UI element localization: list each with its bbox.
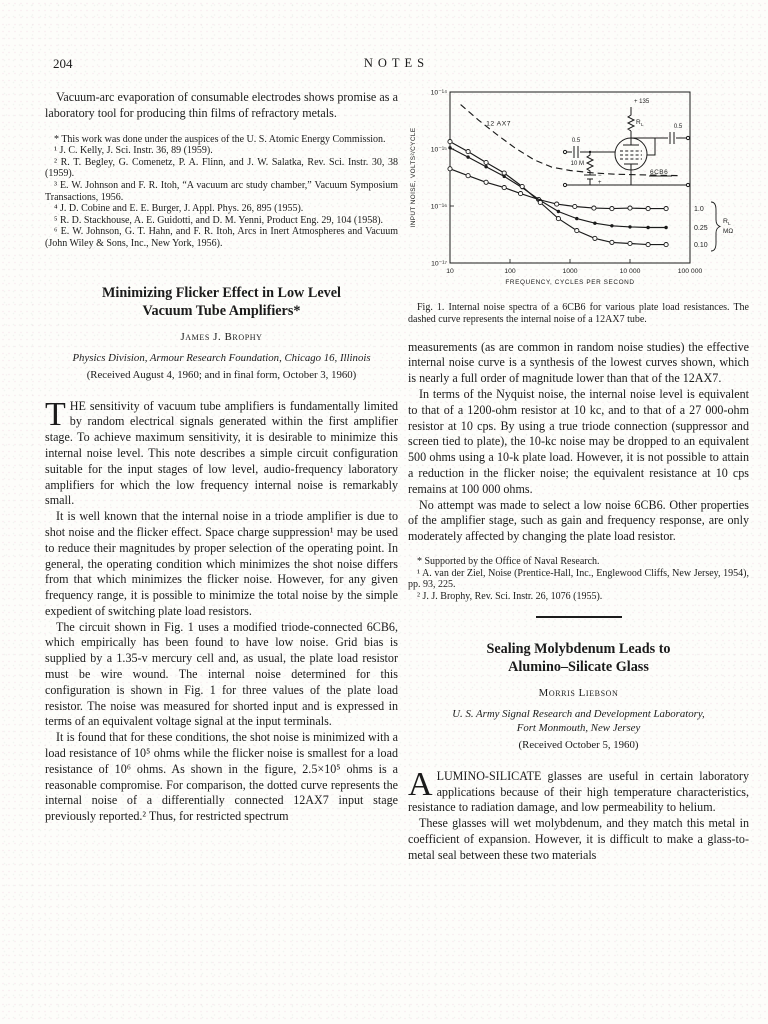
x-tick-label: 100 000: [677, 268, 703, 275]
article1-lead-paragraph: [45, 395, 398, 510]
right-label: 1.0: [694, 205, 704, 213]
page-number: 204: [53, 56, 73, 71]
marker-open: [519, 192, 523, 196]
body-paragraph: No attempt was made to select a low noise 6CB6. Other properties of the amplifier stage, such as gain and frequency response, are only moderately affected by changing the plate load resistor.: [408, 497, 749, 544]
left-column: [45, 86, 398, 825]
noise-spectra-chart: [406, 80, 747, 296]
marker-filled: [628, 225, 631, 228]
battery-minus-label: −: [598, 173, 602, 179]
article1-heading: [45, 284, 398, 381]
marker-open: [664, 243, 668, 247]
marker-open: [484, 160, 488, 164]
marker-open: [466, 150, 470, 154]
tube-type-label: 6CB6: [650, 169, 669, 176]
marker-open: [520, 184, 524, 188]
marker-open: [573, 204, 577, 208]
marker-open: [664, 207, 668, 211]
grid-resistor: [587, 152, 593, 173]
continuation-paragraph: measurements (as are common in random noise studies) the effective internal noise curve is a synthesis of the lowest curves shown, which is nearly a full order of magnitude lower than that of the 12AX7.: [408, 339, 749, 386]
series-3: [450, 142, 669, 245]
footnote: * Supported by the Office of Naval Research.: [417, 555, 600, 567]
marker-filled: [664, 226, 667, 229]
marker-filled: [484, 165, 487, 168]
marker-open: [628, 241, 632, 245]
article1-title-line2: Vacuum Tube Amplifiers*: [142, 303, 301, 320]
body-paragraph: In terms of the Nyquist noise, the internal noise level is equivalent to that of a 1200-ohm resistor at 10 kc, and to that of a 27 000-ohm resistor at 10 cps. By using a true triode connection (suppressor and screen tied to plate), the 10-kc noise may be dropped to an equivalent 500 ohms using a 10-k plate load. However, it is not possible to attain a reduction in the flicker noise; the equivalent resistance at 10 cps remains at 100 000 ohms.: [408, 386, 749, 496]
body-paragraph: It is well known that the internal noise in a triode amplifier is due to shot noise and the flicker effect. Space charge suppression¹ may be used to reduce their magnitudes by proper selection of the operating point. In general, the operating condition which minimizes the shot noise differs from that which minimizes the flicker noise. However, for any given frequency range, it is possible to minimize the total noise by the simple expedient of switching plate load resistors.: [45, 509, 398, 618]
running-head: NOTES: [363, 56, 430, 70]
battery-plus-label: +: [598, 180, 602, 186]
legend-brace: [711, 202, 720, 251]
article2-affiliation-line1: U. S. Army Signal Research and Development Laboratory,: [452, 707, 705, 720]
legend-title-sub: L: [728, 222, 731, 227]
article2-affiliation-line2: Fort Monmouth, New Jersey: [516, 721, 641, 734]
intro-paragraph: Vacuum-arc evaporation of consumable electrodes shows promise as a laboratory tool for producing thin films of refractory metals.: [45, 90, 398, 120]
article1-title: [45, 284, 398, 321]
input-cap-label: 0.5: [571, 138, 581, 144]
x-tick-label: 10 000: [619, 268, 641, 275]
chart-layer: [410, 89, 733, 286]
legend-unit: MΩ: [723, 228, 734, 235]
article2-author: Morris Liebson: [538, 686, 619, 699]
ground-terminal-right: [686, 183, 689, 186]
footnote: * This work was done under the auspices of the U. S. Atomic Energy Commission.: [54, 133, 386, 145]
article2-title-line1: Sealing Molybdenum Leads to: [486, 640, 671, 657]
footnote: ⁵ R. D. Stackhouse, A. E. Guidotti, and D. M. Yenni, Product Eng. 29, 104 (1958).: [54, 214, 384, 226]
figure-1: [408, 80, 749, 326]
article1-title-line1: Minimizing Flicker Effect in Low Level: [102, 284, 341, 301]
article2-title: [408, 640, 749, 677]
output-terminal: [686, 136, 689, 139]
marker-open: [502, 171, 506, 175]
article1-author: James J. Brophy: [180, 330, 263, 343]
article2-paragraphs: [408, 816, 749, 863]
marker-open: [610, 240, 614, 244]
article1-right-paragraphs: [408, 387, 749, 545]
marker-filled: [593, 222, 596, 225]
x-tick-label: 1000: [562, 268, 578, 275]
y-tick-label: 10⁻¹⁴: [430, 89, 447, 97]
x-tick-label: 10: [446, 268, 454, 275]
marker-open: [448, 140, 452, 144]
marker-open: [575, 229, 579, 233]
marker-open: [538, 200, 542, 204]
marker-open: [556, 217, 560, 221]
marker-open: [593, 236, 597, 240]
marker-filled: [557, 210, 560, 213]
marker-filled: [575, 217, 578, 220]
plate-load-resistor: [628, 107, 634, 131]
x-tick-label: 100: [504, 268, 516, 275]
dropcap-A: A: [408, 765, 433, 803]
grid-resistor-label: 10 M: [570, 161, 584, 167]
footnote-block-right: [408, 556, 749, 602]
article2-title-line2: Alumino–Silicate Glass: [508, 659, 649, 676]
article1-left-paragraphs: [45, 509, 398, 825]
lead-text: LUMINO-SILICATE glasses are useful in certain laboratory applications because of their high temperature characteristics, resistance to radiation damage, and low permeability to helium.: [408, 768, 749, 815]
dropcap-T: T: [45, 395, 66, 433]
article2-received: (Received October 5, 1960): [518, 738, 639, 751]
supply-label: + 135: [634, 99, 650, 105]
series-label: 12 AX7: [486, 120, 512, 128]
ground-terminal-left: [563, 183, 566, 186]
marker-open: [448, 167, 452, 171]
marker-filled: [466, 155, 469, 158]
body-paragraph: It is found that for these conditions, the shot noise is minimized with a load resistance of 10⁵ ohms while the flicker noise is smallest for a load resistance of 10⁶ ohms. As shown in the figure, 2.5×10⁵ ohms is a reasonable compromise. For comparison, the dotted curve represents the internal noise of a differentially connected 12AX7 input stage previously reported.² Thus, for restricted spectrum: [45, 730, 398, 824]
body-paragraph: The circuit shown in Fig. 1 uses a modified triode-connected 6CB6, which empirically has been found to have low noise. Grid bias is supplied by a 1.35-v mercury cell and, as usual, the plate load resistor must be wire wound. The internal noise determined for this configuration is shown in Fig. 1 for three values of the plate load resistor. The noise was measured for shorted input and is expressed in terms of an equivalent voltage signal at the input terminals.: [45, 619, 398, 729]
output-cap-label: 0.5: [673, 124, 683, 130]
footnote: ² R. T. Begley, G. Comenetz, P. A. Flinn, and J. W. Salatka, Rev. Sci. Instr. 30, 38 (1959).: [45, 156, 398, 180]
input-terminal: [563, 150, 566, 153]
article2-heading: [408, 640, 749, 751]
legend-title: R: [723, 218, 728, 225]
marker-filled: [646, 226, 649, 229]
x-axis-title: FREQUENCY, CYCLES PER SECOND: [505, 279, 635, 286]
marker-open: [628, 206, 632, 210]
marker-filled: [448, 146, 451, 149]
screen-tie: [647, 138, 655, 155]
plot-frame: [450, 92, 690, 263]
article2-lead-paragraph: [408, 765, 749, 816]
section-divider: [536, 616, 622, 618]
right-label: 0.25: [694, 224, 708, 232]
footnote: ⁴ J. D. Cobine and E. E. Burger, J. Appl. Phys. 26, 895 (1955).: [54, 203, 304, 215]
body-paragraph: These glasses will wet molybdenum, and they match this metal in coefficient of expansion. However, it is difficult to make a glass-to-metal seal between these two materials: [408, 816, 749, 862]
marker-open: [592, 206, 596, 210]
figure-caption: Fig. 1. Internal noise spectra of a 6CB6 for various plate load resistances. The dashed curve represents the internal noise of a 12AX7 tube.: [408, 302, 749, 325]
y-tick-label: 10⁻¹⁶: [430, 203, 447, 211]
marker-open: [466, 174, 470, 178]
footnote: ⁶ E. W. Johnson, G. T. Hahn, and F. R. Itoh, Arcs in Inert Atmospheres and Vacuum (John Wiley & Sons, Inc., New York, 1956).: [45, 226, 398, 249]
footnote: ¹ J. C. Kelly, J. Sci. Instr. 36, 89 (1959).: [54, 145, 213, 157]
footnote: ² J. J. Brophy, Rev. Sci. Instr. 26, 1076 (1955).: [417, 590, 603, 602]
running-header: [45, 56, 748, 74]
footnote: ¹ A. van der Ziel, Noise (Prentice-Hall, Inc., Englewood Cliffs, New Jersey, 1954), pp. 93, 225.: [408, 567, 749, 591]
article2-affiliation: [408, 707, 749, 735]
y-tick-label: 10⁻¹⁷: [431, 260, 447, 268]
marker-open: [610, 207, 614, 211]
y-axis-title: INPUT NOISE, VOLTS²/CYCLE: [410, 127, 417, 228]
marker-open: [646, 207, 650, 211]
marker-open: [484, 180, 488, 184]
article1-affiliation: Physics Division, Armour Research Foundation, Chicago 16, Illinois: [72, 351, 371, 364]
article1-received: (Received August 4, 1960; and in final form, October 3, 1960): [86, 368, 357, 381]
y-tick-label: 10⁻¹⁵: [430, 146, 447, 154]
footnote-block-left: [45, 134, 398, 250]
right-column: [408, 80, 749, 864]
marker-open: [646, 243, 650, 247]
plate-resistor-sub-label: L: [641, 122, 644, 127]
right-label: 0.10: [694, 241, 708, 249]
circuit-inset-schematic: [563, 99, 689, 187]
marker-open: [502, 186, 506, 190]
footnote: ³ E. W. Johnson and F. R. Itoh, “A vacuum arc study chamber,” Vacuum Symposium Transactions, 1956.: [45, 179, 398, 203]
plate-resistor-label: R: [636, 119, 641, 126]
lead-text: HE sensitivity of vacuum tube amplifiers is fundamentally limited by random electrical signals generated within the first amplifier stage. To achieve maximum sensitivity, it is desirable to minimize this internal noise level. This note describes a simple circuit configuration suitable for the input stages of low level, audio-frequency laboratory amplifiers for which the low frequency internal noise is remarkably small.: [45, 398, 398, 508]
marker-filled: [610, 224, 613, 227]
marker-open: [555, 202, 559, 206]
